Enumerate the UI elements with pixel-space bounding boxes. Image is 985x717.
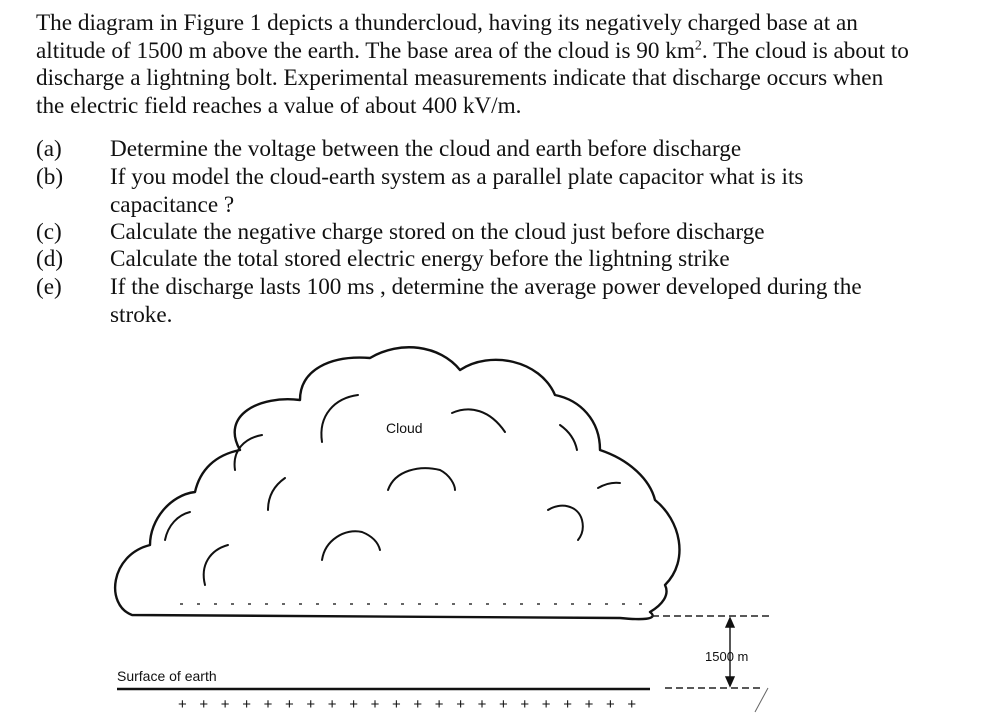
plus-charge: + [392, 696, 401, 713]
question-label: (b) [36, 164, 64, 190]
plus-charge: + [456, 696, 465, 713]
plus-charge: + [370, 696, 380, 713]
surface-label: Surface of earth [117, 668, 217, 684]
intro-superscript: 2 [694, 37, 702, 53]
plus-charge: + [477, 696, 487, 713]
plus-charge: + [434, 696, 444, 713]
question-text: Determine the voltage between the cloud and earth before discharge [110, 136, 742, 162]
question-text: If the discharge lasts 100 ms , determine the average power developed during the stroke. [110, 274, 862, 328]
plus-charge: + [242, 696, 251, 713]
cloud-label: Cloud [386, 420, 423, 436]
plus-charge: + [349, 696, 358, 713]
plus-charge: + [263, 696, 273, 713]
cloud-outline [115, 347, 679, 619]
plus-charge: + [327, 696, 337, 713]
plus-charge: + [627, 696, 637, 713]
plus-charge: + [499, 696, 508, 713]
plus-charge: + [285, 696, 294, 713]
plus-charge: + [606, 696, 615, 713]
intro-paragraph [36, 10, 916, 120]
question-text: Calculate the negative charge stored on the cloud just before discharge [110, 219, 765, 245]
plus-charge: + [584, 696, 594, 713]
plus-charge: + [178, 696, 187, 713]
intro-text-1: The diagram in Figure 1 depicts a thundercloud, having its negatively charged base at an altitude of 1500 m above the earth. The base area of the cloud is 90 km [36, 10, 858, 64]
thundercloud-figure [0, 330, 985, 717]
slash-mark [755, 688, 768, 712]
question-label: (e) [36, 274, 62, 300]
plus-charge: + [306, 696, 316, 713]
earth-positive-charges [178, 696, 636, 713]
question-label: (c) [36, 219, 62, 245]
plus-charge: + [413, 696, 423, 713]
plus-charge: + [199, 696, 209, 713]
plus-charge: + [520, 696, 530, 713]
question-label: (a) [36, 136, 62, 162]
plus-charge: + [220, 696, 230, 713]
question-text: Calculate the total stored electric energy before the lightning strike [110, 246, 730, 272]
question-text: If you model the cloud-earth system as a parallel plate capacitor what is its capacitance ? [110, 164, 804, 218]
plus-charge: + [563, 696, 572, 713]
question-label: (d) [36, 246, 64, 272]
altitude-label: 1500 m [705, 649, 749, 664]
plus-charge: + [541, 696, 551, 713]
intro-text-2: . The cloud is about to discharge a lightning bolt. Experimental measurements indicate that discharge occurs when the electric field reaches a value of about 400 kV/m. [36, 37, 909, 119]
